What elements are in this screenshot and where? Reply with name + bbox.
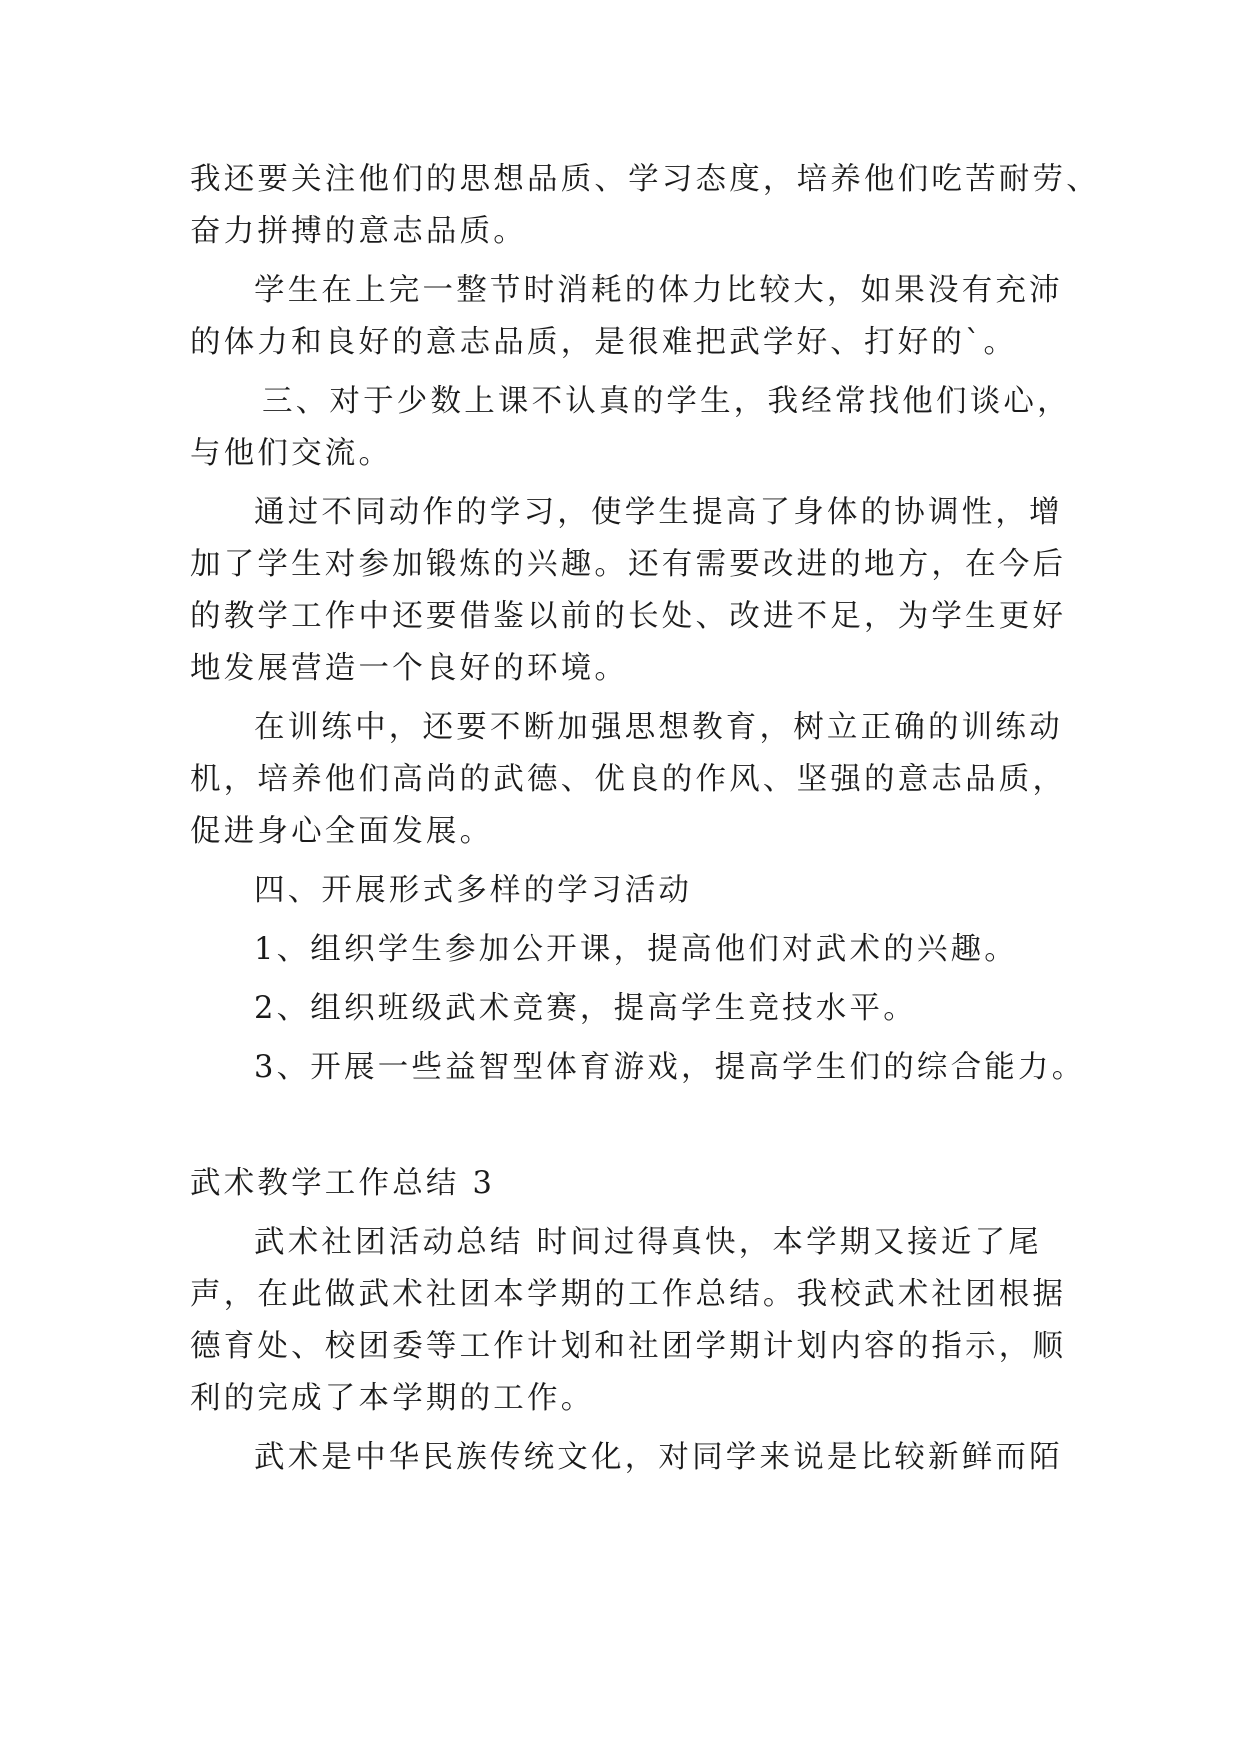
text-line: 奋力拼搏的意志品质。: [190, 214, 527, 249]
list-item: 1、组织学生参加公开课，提高他们对武术的兴趣。: [254, 932, 1019, 967]
text-line: 在训练中，还要不断加强思想教育，树立正确的训练动: [254, 710, 1063, 745]
text-line: 武术社团活动总结 时间过得真快，本学期又接近了尾: [254, 1225, 1042, 1260]
text-line: 加了学生对参加锻炼的兴趣。还有需要改进的地方，在今后: [190, 547, 1067, 582]
text-line: 通过不同动作的学习，使学生提高了身体的协调性，增: [254, 495, 1063, 530]
text-line: 利的完成了本学期的工作。: [190, 1381, 595, 1416]
text-line: 三、对于少数上课不认真的学生，我经常找他们谈心，: [262, 384, 1071, 419]
text-line: 学生在上完一整节时消耗的体力比较大，如果没有充沛: [254, 273, 1063, 308]
text-line: 促进身心全面发展。: [190, 814, 494, 849]
text-line: 的教学工作中还要借鉴以前的长处、改进不足，为学生更好: [190, 599, 1067, 634]
text-line: 声，在此做武术社团本学期的工作总结。我校武术社团根据: [190, 1277, 1067, 1312]
text-line: 与他们交流。: [190, 436, 393, 471]
list-item: 2、组织班级武术竞赛，提高学生竞技水平。: [254, 991, 917, 1026]
list-item: 3、开展一些益智型体育游戏，提高学生们的综合能力。: [254, 1050, 1086, 1085]
text-line: 我还要关注他们的思想品质、学习态度，培养他们吃苦耐劳、: [190, 162, 1100, 197]
text-line: 地发展营造一个良好的环境。: [190, 651, 629, 686]
text-line: 武术是中华民族传统文化，对同学来说是比较新鲜而陌: [254, 1440, 1063, 1475]
text-line: 的体力和良好的意志品质，是很难把武学好、打好的`。: [190, 325, 1018, 360]
text-line: 德育处、校团委等工作计划和社团学期计划内容的指示，顺: [190, 1329, 1067, 1364]
text-line: 机，培养他们高尚的武德、优良的作风、坚强的意志品质，: [190, 762, 1067, 797]
section-heading: 四、开展形式多样的学习活动: [254, 873, 693, 908]
article-title: 武术教学工作总结 3: [190, 1166, 496, 1201]
